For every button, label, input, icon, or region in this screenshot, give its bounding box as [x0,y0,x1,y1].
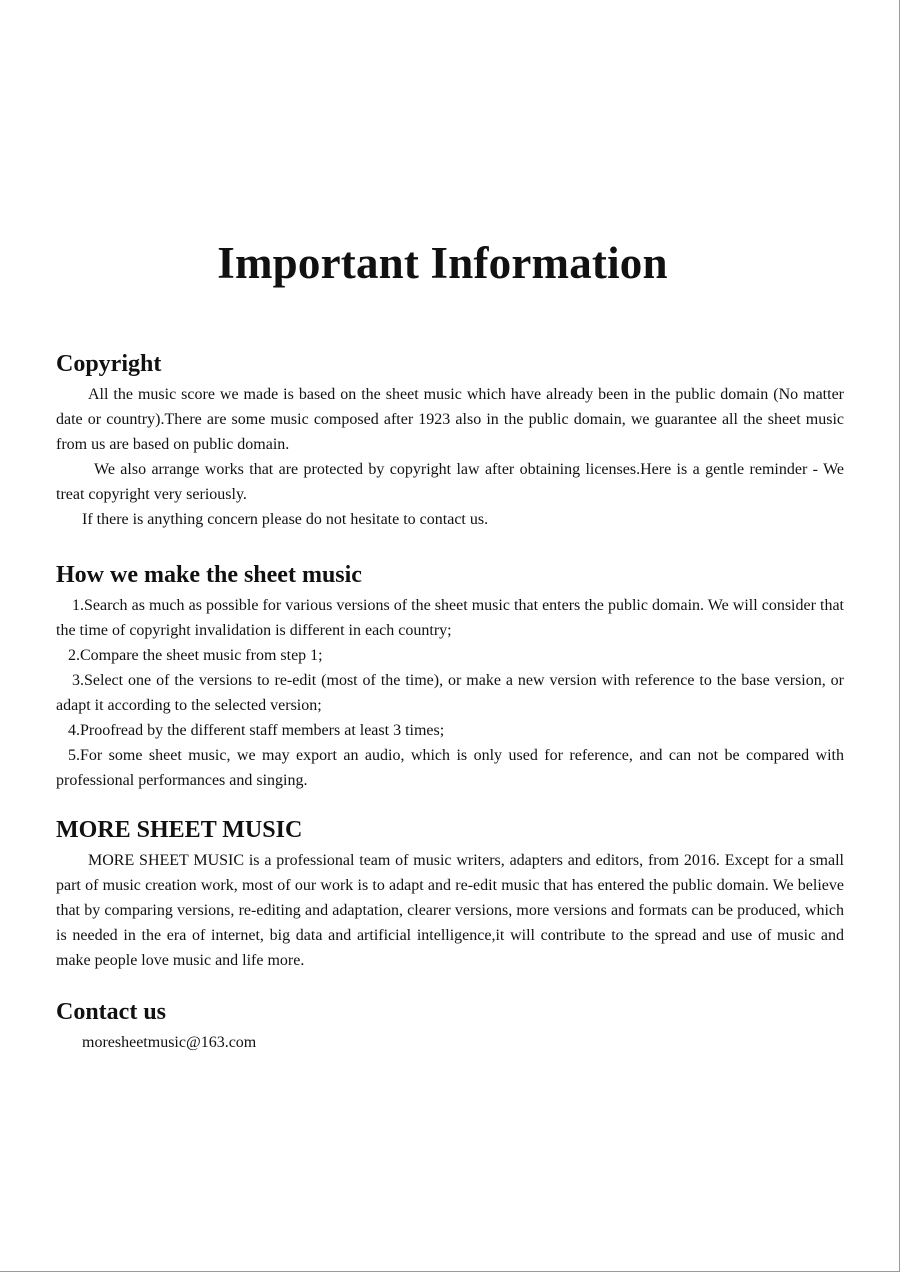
how-step-1: 1.Search as much as possible for various versions of the sheet music that enters the public domain. We will consider that the time of copyright invalidation is different in each country; [56,597,844,639]
how-step-3: 3.Select one of the versions to re-edit (most of the time), or make a new version with reference to the base version, or adapt it according to the selected version; [56,672,844,714]
page-title: Important Information [217,238,668,288]
how-section [56,557,844,793]
document-body [56,346,844,1055]
section-spacer [56,532,844,557]
section-spacer [56,973,844,994]
contact-email: moresheetmusic@163.com [82,1034,257,1051]
how-step-2: 2.Compare the sheet music from step 1; [68,647,323,664]
section-spacer [56,793,844,812]
copyright-paragraph-licenses: We also arrange works that are protected by copyright law after obtaining licenses.Here is a gentle reminder - We treat copyright very seriously. [56,461,844,503]
copyright-paragraph-contact: If there is anything concern please do not hesitate to contact us. [82,511,489,528]
copyright-heading: Copyright [56,351,162,377]
copyright-section [56,346,844,532]
contact-heading: Contact us [56,999,167,1025]
copyright-paragraph-public-domain: All the music score we made is based on the sheet music which have already been in the public domain (No matter date or country).There are some music composed after 1923 also in the public domain, we guarantee all the sheet music from us are based on public domain. [56,386,844,453]
how-heading: How we make the sheet music [56,562,362,588]
how-step-4: 4.Proofread by the different staff members at least 3 times; [68,722,445,739]
contact-section [56,994,844,1055]
more-heading: MORE SHEET MUSIC [56,817,303,843]
more-paragraph: MORE SHEET MUSIC is a professional team of music writers, adapters and editors, from 2016. Except for a small part of music creation work, most of our work is to adapt and re-edit music that has entered the public domain. We believe that by comparing versions, re-editing and adaptation, clearer versions, more versions and formats can be produced, which is needed in the era of internet, big data and artificial intelligence,it will contribute to the spread and use of music and make people love music and life more. [56,852,844,969]
how-step-5: 5.For some sheet music, we may export an audio, which is only used for reference, and can not be compared with professional performances and singing. [56,747,844,789]
more-section [56,812,844,973]
